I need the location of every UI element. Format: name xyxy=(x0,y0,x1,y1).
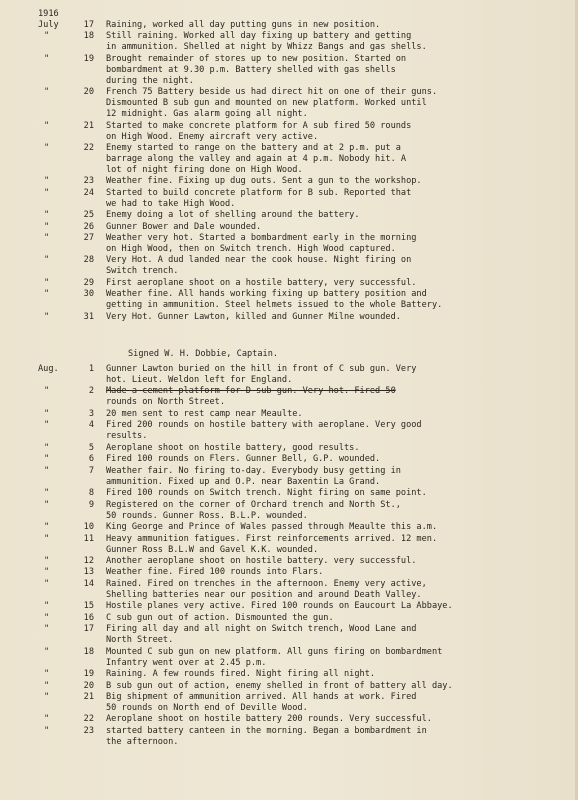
entry-line: lot of night firing done on High Wood. xyxy=(106,165,303,175)
ditto-mark: " xyxy=(44,567,50,578)
entry-line: Gunner Ross B.L.W and Gavel K.K. wounded. xyxy=(106,544,319,555)
year-heading: 1916 xyxy=(38,9,59,19)
entry-line: Started to make concrete platform for A sub fired 50 rounds xyxy=(106,120,412,131)
entry-day: 12 xyxy=(83,555,94,566)
entry-line: Registered on the corner of Orchard trench and North St., xyxy=(106,499,401,510)
entry-day: 6 xyxy=(88,454,94,465)
entry-day: 29 xyxy=(83,277,94,288)
entry-text xyxy=(106,31,572,53)
ditto-mark: " xyxy=(44,53,50,64)
entry-day: 18 xyxy=(83,646,94,657)
entry-line: Made a cement platform for D sub gun. Very hot. Fired 50 xyxy=(106,386,396,397)
entry-day: 24 xyxy=(83,187,94,198)
entry-day: 28 xyxy=(83,255,94,266)
entry-text xyxy=(106,188,572,210)
entry-line: in ammunition. Shelled at night by Whizz Bangs and gas shells. xyxy=(106,42,427,53)
entry-day: 22 xyxy=(83,714,94,725)
entry-day: 20 xyxy=(83,87,94,98)
entry-day: 31 xyxy=(83,311,94,322)
ditto-mark: " xyxy=(44,442,50,453)
ditto-mark: " xyxy=(44,624,50,635)
entry-text xyxy=(106,20,572,31)
ditto-mark: " xyxy=(44,454,50,465)
entry-day: 8 xyxy=(88,488,94,499)
ditto-mark: " xyxy=(44,386,50,397)
entry-line: started battery canteen in the morning. Began a bombardment in xyxy=(106,725,427,736)
entry-line: Weather fine. All hands working fixing up battery position and xyxy=(106,289,427,300)
entry-text xyxy=(106,488,572,499)
entry-text xyxy=(106,87,572,120)
entry-line: Switch trench. xyxy=(106,266,179,277)
entry-day: 21 xyxy=(83,692,94,702)
entry-line: French 75 Battery beside us had direct hit on one of their guns. xyxy=(106,87,438,98)
entry-text xyxy=(106,222,572,233)
entry-text xyxy=(106,624,572,646)
entry-day: 5 xyxy=(88,442,94,453)
entry-line: on High Wood. Enemy aircraft very active. xyxy=(106,131,319,142)
entry-line: ammunition. Fixed up and O.P. near Baxentin La Grand. xyxy=(106,476,381,487)
ditto-mark: " xyxy=(44,714,50,725)
entry-line: Weather very hot. Started a bombardment early in the morning xyxy=(106,233,417,243)
entry-day: 30 xyxy=(83,289,94,300)
entry-line: Still raining. Worked all day fixing up battery and getting xyxy=(106,31,412,42)
entry-text xyxy=(106,409,572,420)
ditto-mark: " xyxy=(44,646,50,657)
entry-line: Another aeroplane shoot on hostile battery. very successful. xyxy=(106,555,417,566)
entry-text xyxy=(106,726,572,748)
entry-text xyxy=(106,121,572,143)
ditto-mark: " xyxy=(44,221,50,232)
entry-line: Big shipment of ammunition arrived. All hands at work. Fired xyxy=(106,692,417,702)
entry-day: 13 xyxy=(83,567,94,578)
entry-day: 10 xyxy=(83,522,94,533)
entry-day: 4 xyxy=(88,420,94,431)
entry-day: 20 xyxy=(83,680,94,691)
entry-day: 16 xyxy=(83,612,94,623)
entry-day: 19 xyxy=(83,669,94,680)
entry-day: 22 xyxy=(83,143,94,153)
entry-text xyxy=(106,255,572,277)
entry-line: Fired 100 rounds on Switch trench. Night firing on same point. xyxy=(106,488,427,499)
ditto-mark: " xyxy=(44,408,50,419)
entry-day: 18 xyxy=(83,31,94,42)
entry-line: King George and Prince of Wales passed through Meaulte this a.m. xyxy=(106,522,438,533)
entry-text xyxy=(106,613,572,624)
entry-line: Firing all day and all night on Switch trench, Wood Lane and xyxy=(106,624,417,635)
signature-line: Signed W. H. Dobbie, Captain. xyxy=(128,349,279,359)
ditto-mark: " xyxy=(44,488,50,499)
entry-line: 50 rounds on North end of Deville Wood. xyxy=(106,703,308,713)
ditto-mark: " xyxy=(44,277,50,288)
entry-day: 2 xyxy=(88,386,94,397)
ditto-mark: " xyxy=(44,176,50,187)
entry-text xyxy=(106,522,572,533)
entry-line: Brought remainder of stores up to new position. Started on xyxy=(106,53,407,64)
entry-day: 15 xyxy=(83,601,94,612)
entry-line: we had to take High Wood. xyxy=(106,198,236,209)
ditto-mark: " xyxy=(44,612,50,623)
entry-line: 12 midnight. Gas alarm going all night. xyxy=(106,109,308,120)
ditto-mark: " xyxy=(44,210,50,221)
entry-day: 9 xyxy=(88,499,94,510)
entry-line: Infantry went over at 2.45 p.m. xyxy=(106,657,267,668)
entry-line: C sub gun out of action. Dismounted the gun. xyxy=(106,612,334,623)
entry-text xyxy=(106,454,572,465)
entry-day: 17 xyxy=(83,20,94,30)
ditto-mark: " xyxy=(44,692,50,702)
entry-line: on High Wood, then on Switch trench. High Wood captured. xyxy=(106,244,396,254)
entry-text xyxy=(106,714,572,725)
entry-text xyxy=(106,669,572,680)
ditto-mark: " xyxy=(44,465,50,476)
entry-day: 7 xyxy=(88,465,94,476)
entry-day: 14 xyxy=(83,578,94,589)
entry-text xyxy=(106,500,572,522)
entry-text xyxy=(106,692,572,714)
entry-line: Raining. A few rounds fired. Night firing all night. xyxy=(106,669,376,680)
entry-text xyxy=(106,278,572,289)
entry-text xyxy=(106,143,572,176)
entry-text xyxy=(106,567,572,578)
entry-line: 20 men sent to rest camp near Meaulte. xyxy=(106,408,303,419)
entry-text xyxy=(106,289,572,311)
entry-line: Very Hot. A dud landed near the cook house. Night firing on xyxy=(106,255,412,266)
entry-line: Aeroplane shoot on hostile battery, good results. xyxy=(106,442,360,453)
entry-day: 26 xyxy=(83,221,94,232)
entry-text xyxy=(106,54,572,87)
entry-line: Aeroplane shoot on hostile battery 200 rounds. Very successful. xyxy=(106,714,432,725)
entry-line: hot. Lieut. Weldon left for England. xyxy=(106,375,293,385)
entry-line: results. xyxy=(106,431,148,442)
entry-line: 50 rounds. Gunner Ross. B.L.P. wounded. xyxy=(106,510,308,521)
entry-day: 19 xyxy=(83,53,94,64)
entry-line: rounds on North Street. xyxy=(106,397,225,408)
ditto-mark: " xyxy=(44,143,50,153)
entry-line: North Street. xyxy=(106,635,174,646)
entry-line: barrage along the valley and again at 4 p.m. Nobody hit. A xyxy=(106,154,407,164)
entry-line: Dismounted B sub gun and mounted on new platform. Worked until xyxy=(106,98,427,109)
ditto-mark: " xyxy=(44,669,50,680)
entry-text xyxy=(106,233,572,255)
entry-line: Weather fair. No firing to-day. Everybody busy getting in xyxy=(106,465,401,476)
ditto-mark: " xyxy=(44,420,50,431)
entry-line: bombardment at 9.30 p.m. Battery shelled with gas shells xyxy=(106,64,396,75)
ditto-mark: " xyxy=(44,289,50,300)
ditto-mark: " xyxy=(44,680,50,691)
entry-day: 1 xyxy=(88,364,94,374)
entry-line: during the night. xyxy=(106,75,194,86)
entry-line: the afternoon. xyxy=(106,736,179,747)
entry-day: 25 xyxy=(83,210,94,221)
entry-line: Enemy doing a lot of shelling around the battery. xyxy=(106,210,360,221)
entry-day: 23 xyxy=(83,176,94,187)
entry-line: Weather fine. Fired 100 rounds into Flars. xyxy=(106,567,324,578)
entry-text xyxy=(106,210,572,221)
entry-text xyxy=(106,443,572,454)
entry-line: Fired 200 rounds on hostile battery with aeroplane. Very good xyxy=(106,420,422,431)
entry-line: getting in ammunition. Steel helmets issued to the whole Battery. xyxy=(106,300,443,311)
entry-line: Gunner Lawton buried on the hill in front of C sub gun. Very xyxy=(106,364,417,374)
entry-line: Mounted C sub gun on new platform. All guns firing on bombardment xyxy=(106,646,443,657)
entry-day: 27 xyxy=(83,233,94,243)
entry-text xyxy=(106,556,572,567)
entry-text xyxy=(106,386,572,408)
ditto-mark: " xyxy=(44,725,50,736)
ditto-mark: " xyxy=(44,522,50,533)
entry-text xyxy=(106,466,572,488)
entry-text xyxy=(106,534,572,556)
entry-text xyxy=(106,312,572,323)
entry-day: 17 xyxy=(83,624,94,635)
entry-text xyxy=(106,364,572,386)
ditto-mark: " xyxy=(44,578,50,589)
entry-line: B sub gun out of action, enemy shelled in front of battery all day. xyxy=(106,680,453,691)
ditto-mark: " xyxy=(44,255,50,266)
entry-text xyxy=(106,647,572,669)
entry-line: Fired 100 rounds on Flers. Gunner Bell, G.P. wounded. xyxy=(106,454,381,465)
entry-day: 11 xyxy=(83,533,94,544)
ditto-mark: " xyxy=(44,233,50,243)
entry-line: Rained. Fired on trenches in the afternoon. Enemy very active, xyxy=(106,578,427,589)
month-label: July xyxy=(38,20,59,30)
entry-text xyxy=(106,579,572,601)
entry-line: Very Hot. Gunner Lawton, killed and Gunner Milne wounded. xyxy=(106,311,401,322)
entry-text xyxy=(106,681,572,692)
entry-text xyxy=(106,420,572,442)
entry-day: 23 xyxy=(83,725,94,736)
ditto-mark: " xyxy=(44,601,50,612)
ditto-mark: " xyxy=(44,533,50,544)
ditto-mark: " xyxy=(44,87,50,98)
ditto-mark: " xyxy=(44,120,50,131)
entry-line: Raining, worked all day putting guns in new position. xyxy=(106,20,381,30)
entry-day: 21 xyxy=(83,120,94,131)
entry-line: Hostile planes very active. Fired 100 rounds on Eaucourt La Abbaye. xyxy=(106,601,453,612)
entry-text xyxy=(106,601,572,612)
entry-line: Heavy ammunition fatigues. First reinforcements arrived. 12 men. xyxy=(106,533,438,544)
entry-line: Enemy started to range on the battery and at 2 p.m. put a xyxy=(106,143,401,153)
entry-line: Shelling batteries near our position and around Death Valley. xyxy=(106,589,422,600)
entry-line: First aeroplane shoot on a hostile battery, very successful. xyxy=(106,277,417,288)
ditto-mark: " xyxy=(44,31,50,42)
entry-line: Weather fine. Fixing up dug outs. Sent a gun to the workshop. xyxy=(106,176,422,187)
ditto-mark: " xyxy=(44,555,50,566)
month-label: Aug. xyxy=(38,364,59,374)
ditto-mark: " xyxy=(44,187,50,198)
entry-line: Gunner Bower and Dale wounded. xyxy=(106,221,262,232)
entry-day: 3 xyxy=(88,408,94,419)
entry-line: Started to build concrete platform for B sub. Reported that xyxy=(106,187,412,198)
ditto-mark: " xyxy=(44,311,50,322)
entry-text xyxy=(106,176,572,187)
ditto-mark: " xyxy=(44,499,50,510)
